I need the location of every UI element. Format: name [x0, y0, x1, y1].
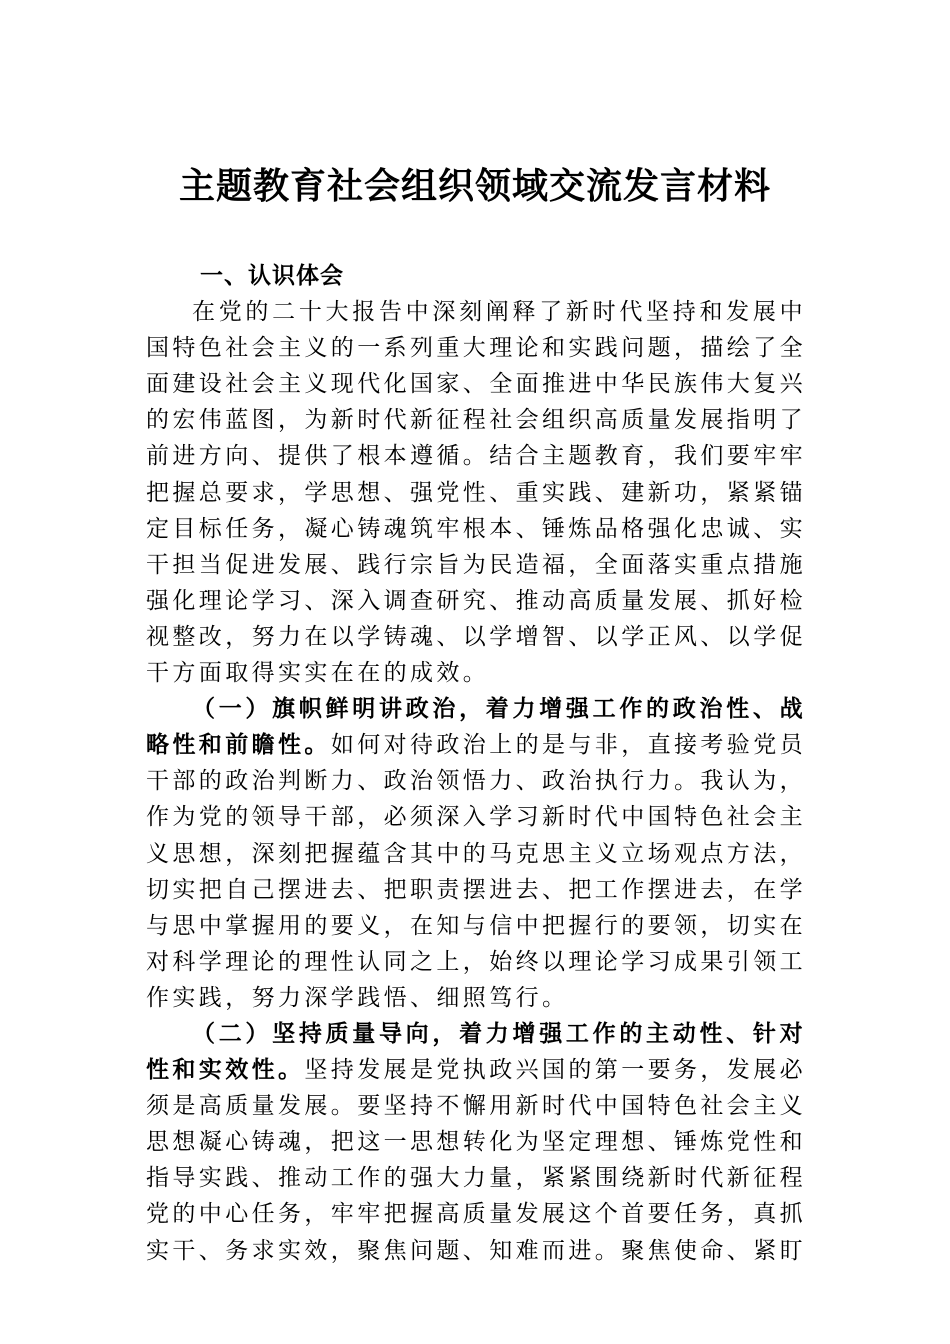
- point-one-paragraph: [146, 691, 806, 1016]
- point-two-paragraph: [146, 1016, 806, 1269]
- point-one-text: 如何对待政治上的是与非，直接考验党员干部的政治判断力、政治领悟力、政治执行力。我认为，作为党的领导干部，必须深入学习新时代中国特色社会主义思想，深刻把握蕴含其中的马克思主义立场观点方法，切实把自己摆进去、把职责摆进去、把工作摆进去，在学与思中掌握用的要义，在知与信中把握行的要领，切实在对科学理论的理性认同之上，始终以理论学习成果引领工作实践，努力深学践悟、细照笃行。: [146, 732, 807, 1011]
- point-two-lead: （二）坚持质量导向，着力增强工作的主动性、针对性和实效性。: [146, 1020, 806, 1084]
- document-title: 主题教育社会组织领域交流发言材料: [178, 165, 771, 207]
- document-body: [146, 258, 806, 1269]
- point-two-text: 坚持发展是党执政兴国的第一要务，发展必须是高质量发展。要坚持不懈用新时代中国特色社会主义思想凝心铸魂，把这一思想转化为坚定理想、锤炼党性和指导实践、推动工作的强大力量，紧紧围绕新时代新征程党的中心任务，牢牢把握高质量发展这个首要任务，真抓实干、务求实效，聚焦问题、知难而进。聚焦使命、紧盯: [146, 1057, 807, 1264]
- section-heading: 一、认识体会: [200, 263, 344, 289]
- intro-paragraph: 在党的二十大报告中深刻阐释了新时代坚持和发展中国特色社会主义的一系列重大理论和实践问题，描绘了全面建设社会主义现代化国家、全面推进中华民族伟大复兴的宏伟蓝图，为新时代新征程社会组织高质量发展指明了前进方向、提供了根本遵循。结合主题教育，我们要牢牢把握总要求，学思想、强党性、重实践、建新功，紧紧锚定目标任务，凝心铸魂筑牢根本、锤炼品格强化忠诚、实干担当促进发展、践行宗旨为民造福，全面落实重点措施强化理论学习、深入调查研究、推动高质量发展、抓好检视整改，努力在以学铸魂、以学增智、以学正风、以学促干方面取得实实在在的成效。: [146, 299, 806, 687]
- point-one-lead: （一）旗帜鲜明讲政治，着力增强工作的政治性、战略性和前瞻性。: [146, 696, 806, 759]
